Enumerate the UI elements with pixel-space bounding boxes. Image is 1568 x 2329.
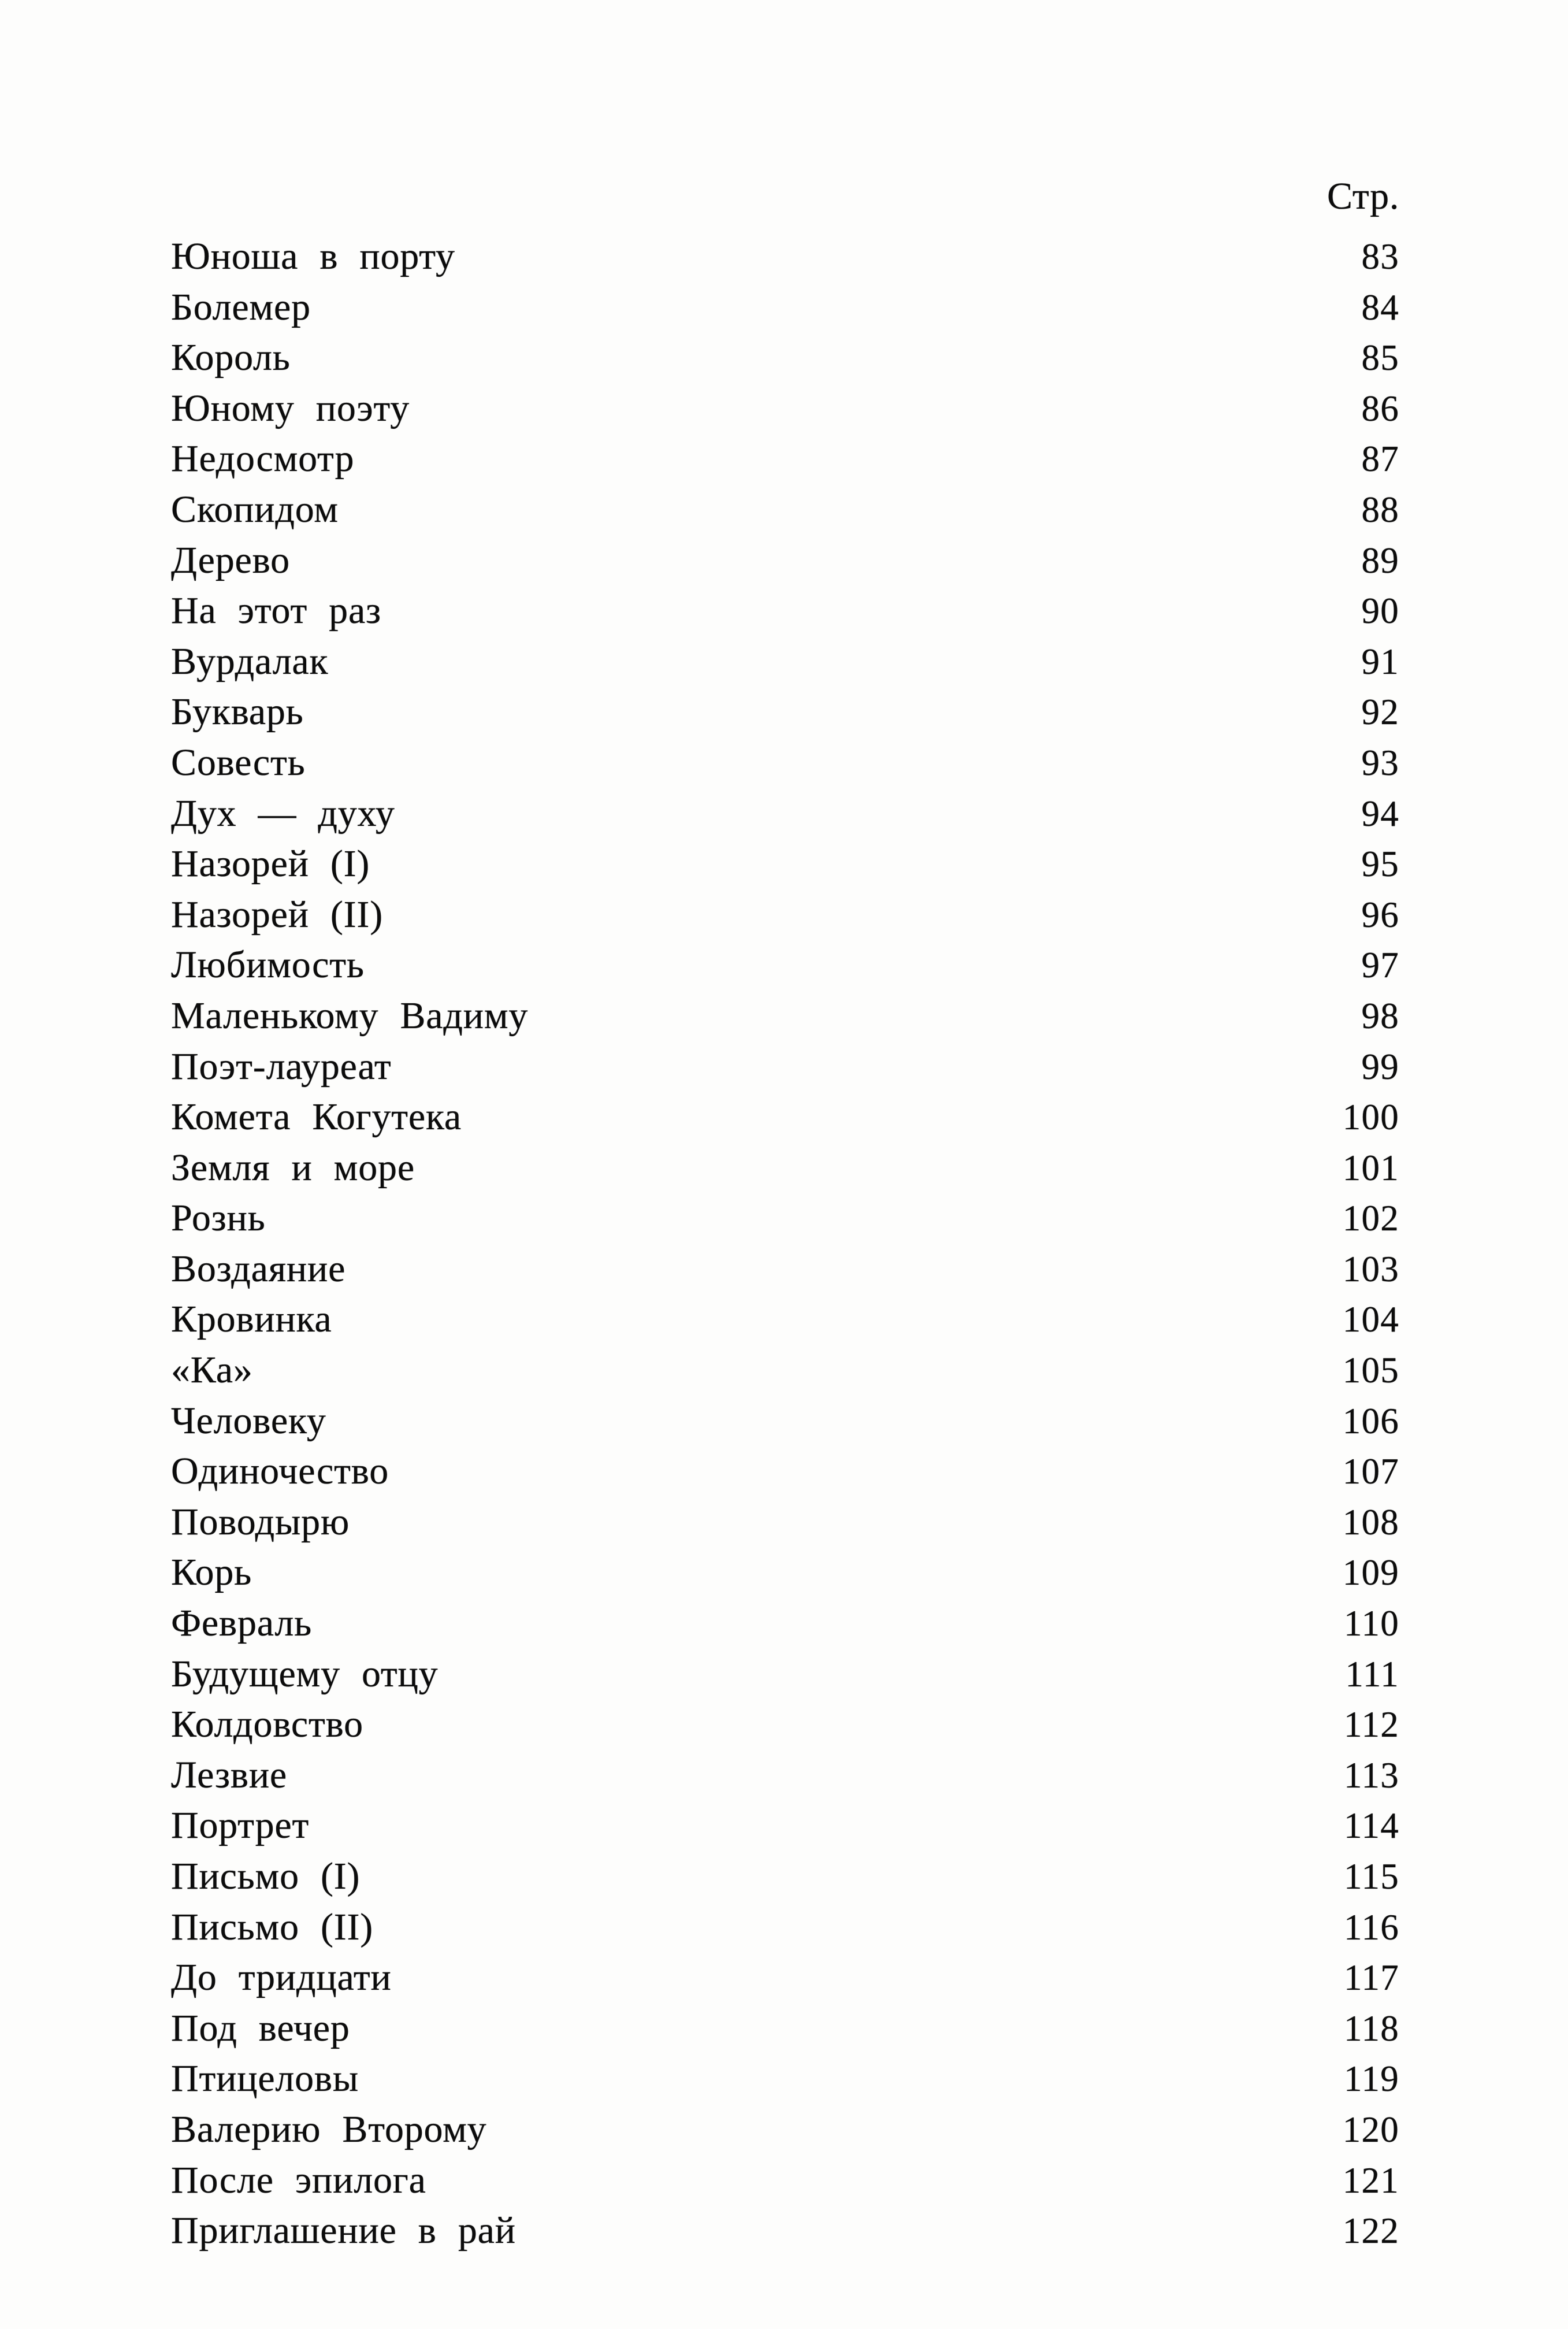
- toc-row: [171, 2155, 1399, 2206]
- toc-entry-page: 107: [1342, 1451, 1399, 1492]
- toc-entry-page: 117: [1344, 1957, 1399, 1998]
- toc-entry-page: 112: [1344, 1704, 1399, 1745]
- table-of-contents: [171, 171, 1399, 2256]
- toc-row: [171, 332, 1399, 383]
- toc-entry-page: 94: [1361, 793, 1399, 834]
- toc-row: [171, 1750, 1399, 1801]
- toc-entry-page: 111: [1345, 1653, 1399, 1694]
- toc-entry-title: Дерево: [171, 539, 290, 581]
- toc-entry-page: 96: [1361, 894, 1399, 935]
- toc-entry-page: 114: [1344, 1805, 1399, 1846]
- toc-list: [171, 231, 1399, 2256]
- toc-row: [171, 1041, 1399, 1092]
- toc-entry-title: Одиночество: [171, 1450, 389, 1493]
- toc-entry-title: Под вечер: [171, 2007, 350, 2049]
- toc-entry-page: 119: [1344, 2059, 1399, 2100]
- toc-row: [171, 737, 1399, 788]
- toc-entry-title: Юному поэту: [171, 387, 410, 429]
- toc-entry-title: Комета Когутека: [171, 1096, 462, 1138]
- toc-entry-title: Приглашение в рай: [171, 2209, 516, 2252]
- toc-entry-page: 106: [1342, 1400, 1399, 1441]
- toc-entry-page: 103: [1342, 1248, 1399, 1289]
- toc-entry-title: Букварь: [171, 691, 304, 733]
- toc-entry-page: 105: [1342, 1350, 1399, 1391]
- toc-entry-page: 118: [1344, 2008, 1399, 2049]
- toc-entry-title: Назорей (I): [171, 843, 370, 885]
- toc-entry-page: 87: [1361, 439, 1399, 480]
- toc-entry-title: «Ка»: [171, 1349, 253, 1392]
- toc-entry-title: Поводырю: [171, 1500, 350, 1543]
- toc-entry-title: Будущему отцу: [171, 1652, 439, 1695]
- toc-entry-page: 83: [1361, 236, 1399, 277]
- toc-entry-title: Кровинка: [171, 1298, 332, 1341]
- toc-entry-page: 86: [1361, 388, 1399, 429]
- toc-entry-title: Колдовство: [171, 1703, 363, 1746]
- toc-entry-title: Недосмотр: [171, 437, 355, 480]
- toc-row: [171, 1699, 1399, 1750]
- toc-entry-page: 99: [1361, 1046, 1399, 1087]
- toc-entry-title: Портрет: [171, 1804, 310, 1847]
- toc-entry-page: 115: [1344, 1856, 1399, 1897]
- toc-entry-title: Рознь: [171, 1197, 266, 1240]
- toc-entry-page: 90: [1361, 591, 1399, 632]
- toc-entry-title: Поэт-лауреат: [171, 1045, 392, 1088]
- toc-entry-page: 110: [1344, 1603, 1399, 1644]
- toc-entry-page: 121: [1342, 2160, 1399, 2201]
- toc-row: [171, 484, 1399, 535]
- toc-entry-title: Валерию Второму: [171, 2108, 487, 2150]
- toc-entry-page: 104: [1342, 1299, 1399, 1340]
- toc-row: [171, 1446, 1399, 1497]
- toc-entry-page: 109: [1342, 1552, 1399, 1593]
- toc-entry-page: 88: [1361, 489, 1399, 530]
- toc-entry-title: Вурдалак: [171, 640, 329, 683]
- toc-entry-page: 98: [1361, 995, 1399, 1036]
- toc-row: [171, 282, 1399, 333]
- toc-entry-page: 102: [1342, 1198, 1399, 1239]
- toc-entry-title: Назорей (II): [171, 893, 383, 936]
- toc-row: [171, 1800, 1399, 1851]
- toc-entry-page: 122: [1342, 2211, 1399, 2252]
- toc-entry-page: 91: [1361, 641, 1399, 682]
- toc-entry-title: До тридцати: [171, 1956, 392, 1999]
- toc-row: [171, 1547, 1399, 1598]
- toc-entry-title: Маленькому Вадиму: [171, 994, 529, 1037]
- toc-row: [171, 788, 1399, 839]
- toc-entry-title: На этот раз: [171, 589, 381, 632]
- toc-row: [171, 231, 1399, 282]
- toc-row: [171, 2104, 1399, 2155]
- toc-row: [171, 1193, 1399, 1244]
- toc-entry-title: Письмо (I): [171, 1855, 361, 1897]
- toc-row: [171, 1598, 1399, 1649]
- toc-entry-title: Болемер: [171, 285, 311, 328]
- toc-entry-title: Любимость: [171, 944, 365, 987]
- toc-row: [171, 2205, 1399, 2256]
- toc-entry-title: Человеку: [171, 1399, 326, 1442]
- toc-row: [171, 1092, 1399, 1143]
- toc-entry-page: 100: [1342, 1097, 1399, 1138]
- toc-row: [171, 585, 1399, 636]
- toc-entry-title: Юноша в порту: [171, 235, 455, 277]
- toc-entry-title: Земля и море: [171, 1146, 415, 1189]
- toc-entry-title: Дух — духу: [171, 792, 395, 835]
- toc-row: [171, 2003, 1399, 2054]
- page-column-header: Стр.: [1327, 175, 1399, 217]
- toc-entry-title: Лезвие: [171, 1753, 288, 1796]
- toc-row: [171, 1143, 1399, 1193]
- toc-row: [171, 1294, 1399, 1345]
- toc-row: [171, 687, 1399, 737]
- toc-row: [171, 1649, 1399, 1700]
- toc-entry-page: 85: [1361, 338, 1399, 379]
- toc-entry-title: Скопидом: [171, 488, 339, 531]
- toc-row: [171, 383, 1399, 434]
- toc-row: [171, 940, 1399, 991]
- toc-row: [171, 636, 1399, 687]
- toc-row: [171, 2053, 1399, 2104]
- toc-row: [171, 1244, 1399, 1295]
- toc-entry-page: 95: [1361, 844, 1399, 885]
- toc-entry-title: Воздаяние: [171, 1247, 346, 1290]
- toc-entry-page: 92: [1361, 692, 1399, 733]
- toc-entry-page: 101: [1342, 1147, 1399, 1188]
- toc-entry-title: Совесть: [171, 741, 306, 784]
- toc-entry-page: 93: [1361, 742, 1399, 783]
- toc-row: [171, 535, 1399, 586]
- toc-row: [171, 1497, 1399, 1548]
- toc-entry-title: Корь: [171, 1551, 252, 1594]
- toc-entry-page: 84: [1361, 287, 1399, 328]
- toc-row: [171, 1902, 1399, 1953]
- toc-entry-page: 108: [1342, 1501, 1399, 1542]
- toc-row: [171, 839, 1399, 889]
- toc-row: [171, 1396, 1399, 1447]
- toc-row: [171, 433, 1399, 484]
- toc-entry-title: После эпилога: [171, 2159, 426, 2201]
- toc-entry-title: Письмо (II): [171, 1905, 374, 1948]
- toc-row: [171, 889, 1399, 940]
- toc-row: [171, 991, 1399, 1041]
- toc-entry-page: 89: [1361, 540, 1399, 581]
- toc-row: [171, 1851, 1399, 1902]
- toc-row: [171, 1345, 1399, 1396]
- toc-entry-title: Птицеловы: [171, 2057, 359, 2100]
- toc-entry-page: 120: [1342, 2109, 1399, 2150]
- toc-entry-page: 116: [1344, 1907, 1399, 1948]
- toc-entry-page: 113: [1344, 1755, 1399, 1796]
- toc-entry-title: Февраль: [171, 1602, 313, 1645]
- toc-entry-page: 97: [1361, 945, 1399, 986]
- toc-entry-title: Король: [171, 336, 291, 379]
- toc-row: [171, 1952, 1399, 2003]
